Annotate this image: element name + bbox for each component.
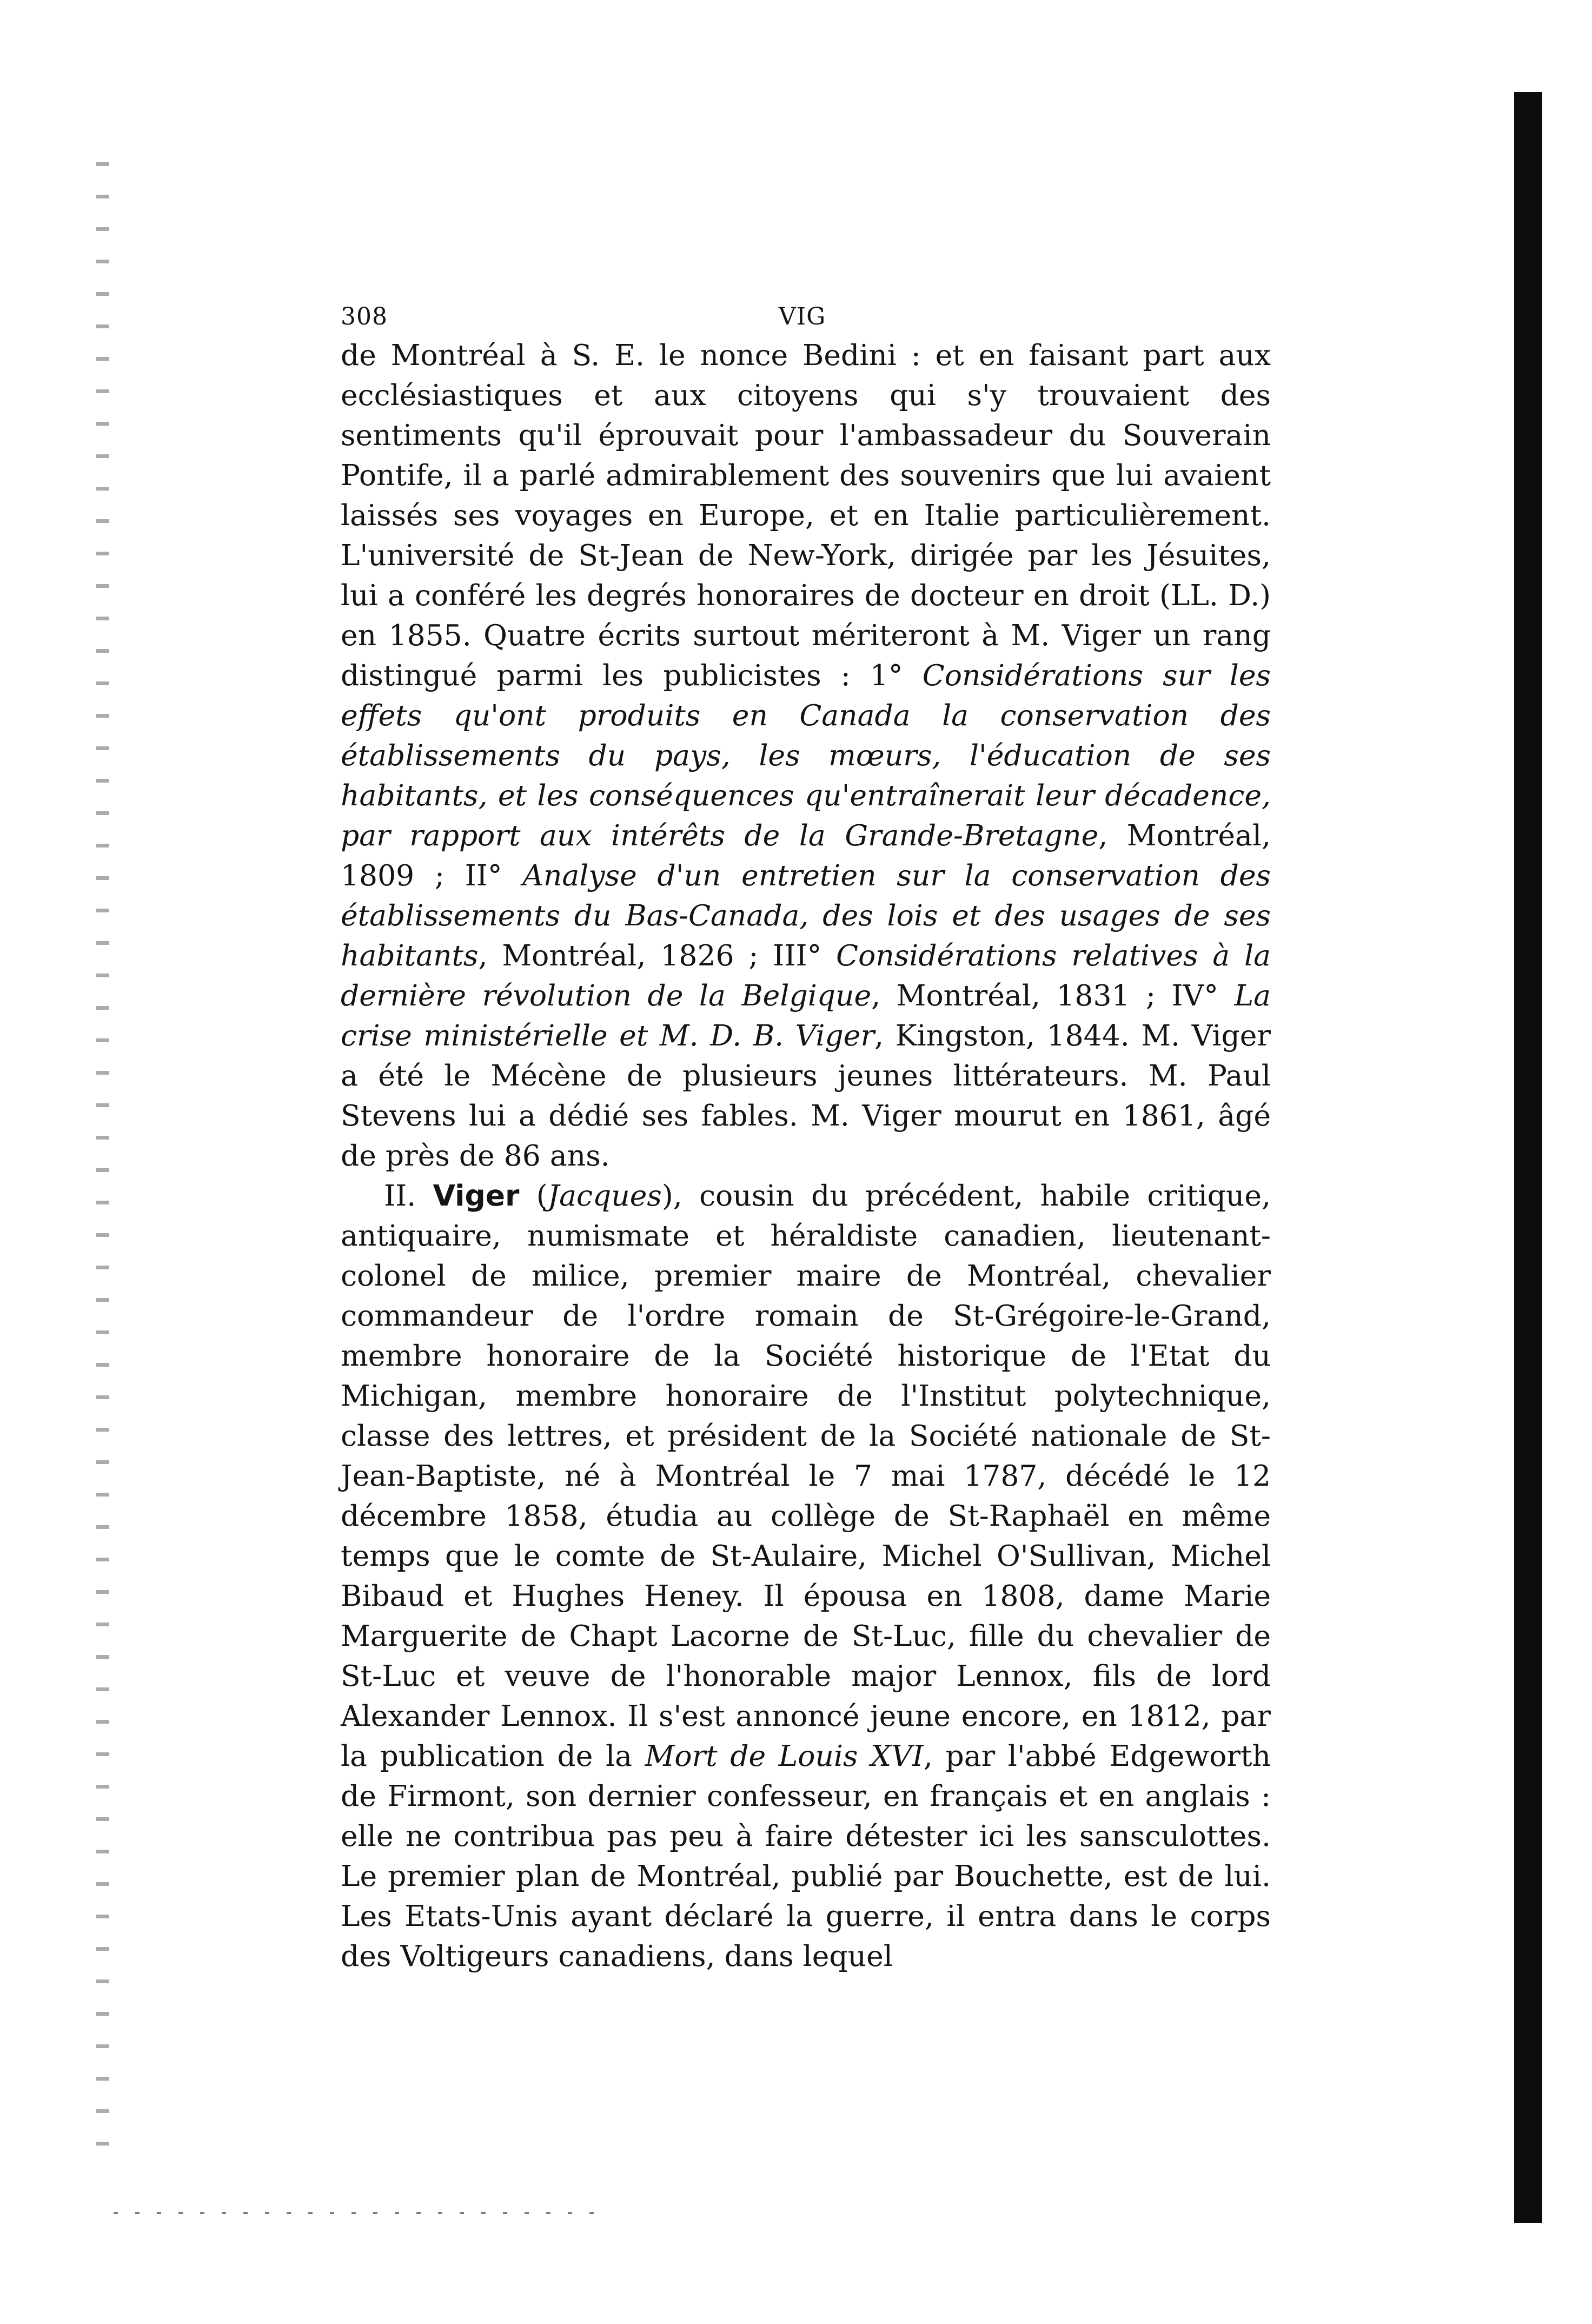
title-analyse-entretien: Analyse d'un entretien sur la conservation des établissements du Bas-Canada, des lois et des usages de ses habitants — [341, 858, 1271, 972]
title-mort-de-louis: Mort de Louis XVI — [645, 1739, 924, 1773]
title-crise-ministerielle: La crise ministérielle et M. D. B. Viger — [341, 978, 1271, 1052]
text-segment: , Montréal, 1826 ; III° — [478, 938, 837, 972]
text-segment: , par l'abbé Edgeworth de Firmont, son dernier confesseur, en français et en anglais : elle ne contribua pas peu à faire détester ici les sansculottes. Le premier plan de Montréal, publié par Bouchette, est de lui. Les Etats-Unis ayant déclaré la guerre, il entra dans le corps des Voltigeurs canadiens, dans lequel — [341, 1739, 1271, 1973]
text-segment: , Kingston, 1844. M. Viger a été le Mécène de plusieurs jeunes littérateurs. M. Paul Stevens lui a dédié ses fables. M. Viger mourut en 1861, âgé de près de 86 ans. — [341, 1018, 1271, 1173]
scan-edge-shadow — [1514, 92, 1542, 2223]
scan-gutter-noise — [96, 162, 109, 2163]
title-considerations-canada: Considérations sur les effets qu'ont produits en Canada la conservation des établissements du pays, les mœurs, l'éducation de ses habitants, et les conséquences qu'entraînerait leur décadence, par rapport aux intérêts de la Grande-Bretagne — [341, 658, 1271, 852]
book-page — [341, 292, 1271, 1976]
page-header — [341, 292, 1271, 335]
entry-given-name: Jacques — [547, 1178, 662, 1213]
text-segment: de Montréal à S. E. le nonce Bedini : et en faisant part aux ecclésiastiques et aux citoyens qui s'y trouvaient des sentiments qu'il éprouvait pour l'ambassadeur du Souverain Pontife, il a parlé admirablement des souvenirs que lui avaient laissés ses voyages en Europe, et en Italie particulièrement. L'université de St-Jean de New-York, dirigée par les Jésuites, lui a conféré les degrés honoraires de docteur en droit (LL. D.) en 1855. Quatre écrits surtout mériteront à M. Viger un rang distingué parmi les publicistes : 1° — [341, 338, 1271, 692]
title-considerations-belgique: Considérations relatives à la dernière révolution de la Belgique — [341, 938, 1271, 1012]
entry-number: II. — [384, 1178, 433, 1213]
paragraph-2 — [341, 1176, 1271, 1976]
running-head: VIG — [779, 303, 826, 330]
entry-surname: Viger — [433, 1178, 520, 1213]
page-number: 308 — [341, 303, 388, 330]
text-segment: ), cousin du précédent, habile critique, antiquaire, numismate et héraldiste canadien, lieutenant-colonel de milice, premier maire de Montréal, chevalier commandeur de l'ordre romain de St-Grégoire-le-Grand, membre honoraire de la Société historique de l'Etat du Michigan, membre honoraire de l'Institut polytechnique, classe des lettres, et président de la Société nationale de St-Jean-Baptiste, né à Montréal le 7 mai 1787, décédé le 12 décembre 1858, étudia au collège de St-Raphaël en même temps que le comte de St-Aulaire, Michel O'Sullivan, Michel Bibaud et Hughes Heney. Il épousa en 1808, dame Marie Marguerite de Chapt Lacorne de St-Luc, fille du chevalier de St-Luc et veuve de l'honorable major Lennox, fils de lord Alexander Lennox. Il s'est annoncé jeune encore, en 1812, par la publication de la — [341, 1178, 1271, 1773]
paragraph-1 — [341, 335, 1271, 1176]
scan-bottom-noise — [114, 2212, 600, 2214]
text-segment: , Montréal, 1809 ; II° — [341, 818, 1271, 892]
text-segment: , Montréal, 1831 ; IV° — [871, 978, 1235, 1012]
text-segment: ( — [519, 1178, 548, 1213]
